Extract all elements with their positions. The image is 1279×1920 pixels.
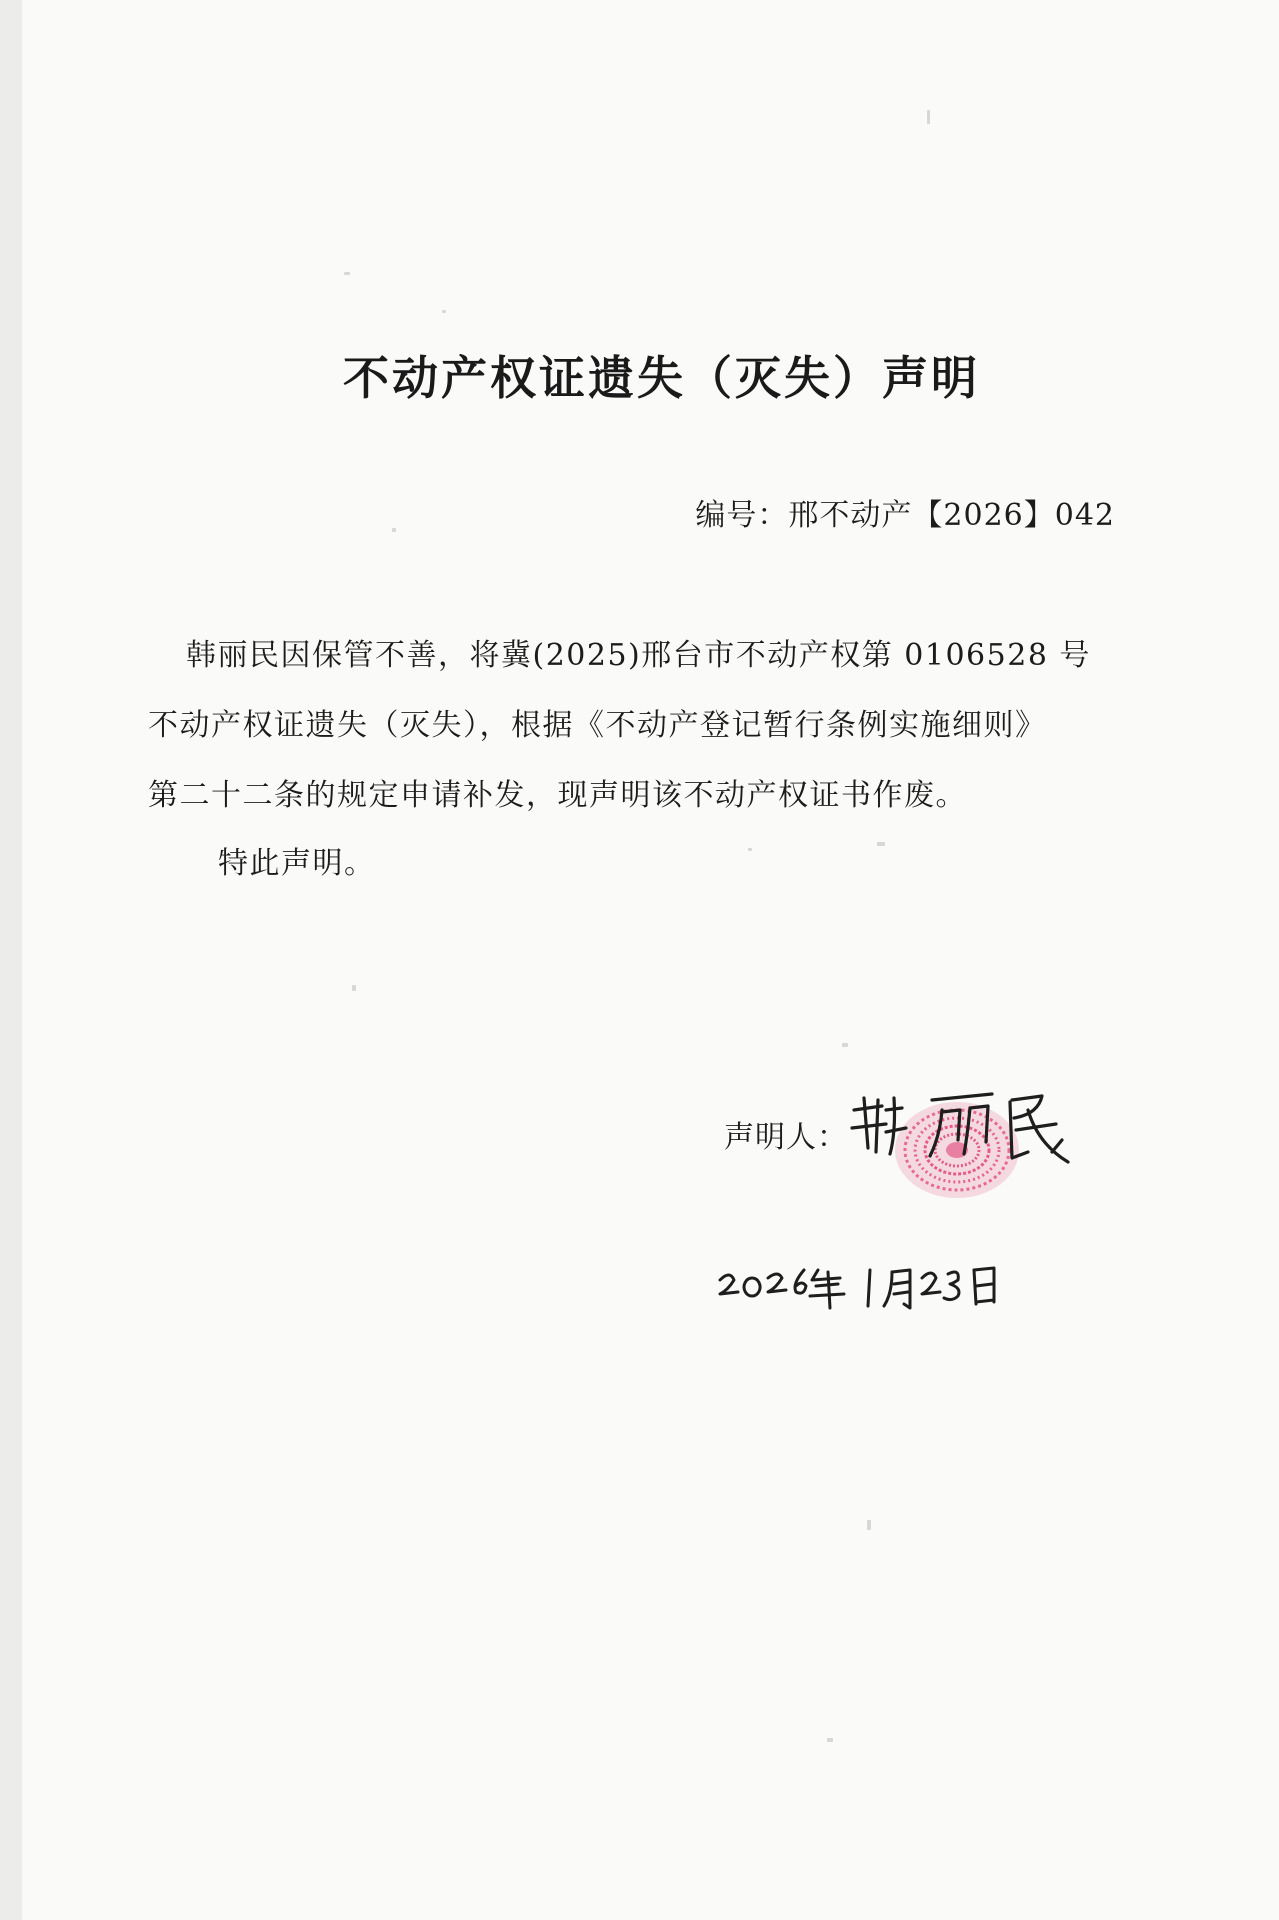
fingerprint-icon [895,1102,1019,1198]
closing-statement: 特此声明。 [218,846,376,881]
body-line-3: 第二十二条的规定申请补发，现声明该不动产权证书作废。 [148,778,967,813]
handwritten-date [712,1240,1032,1320]
scan-speck [352,985,356,991]
declarant-label: 声明人： [724,1120,848,1155]
scan-speck [344,272,350,275]
signature-with-fingerprint [842,1070,1082,1210]
scan-speck [877,842,885,846]
scan-speck [827,1738,833,1742]
scan-speck [392,528,396,532]
body-line-1: 韩丽民因保管不善，将冀(2025)邢台市不动产权第 0106528 号 [186,638,1091,673]
scan-speck [927,110,930,124]
scan-speck [442,310,446,313]
scan-speck [867,1520,871,1530]
page-title: 不动产权证遗失（灭失）声明 [343,351,980,405]
scan-speck [842,1043,848,1047]
scan-speck [748,848,752,851]
document-number: 编号：邢不动产【2026】042 [695,498,1115,533]
body-line-2: 不动产权证遗失（灭失），根据《不动产登记暂行条例实施细则》 [148,708,1047,743]
